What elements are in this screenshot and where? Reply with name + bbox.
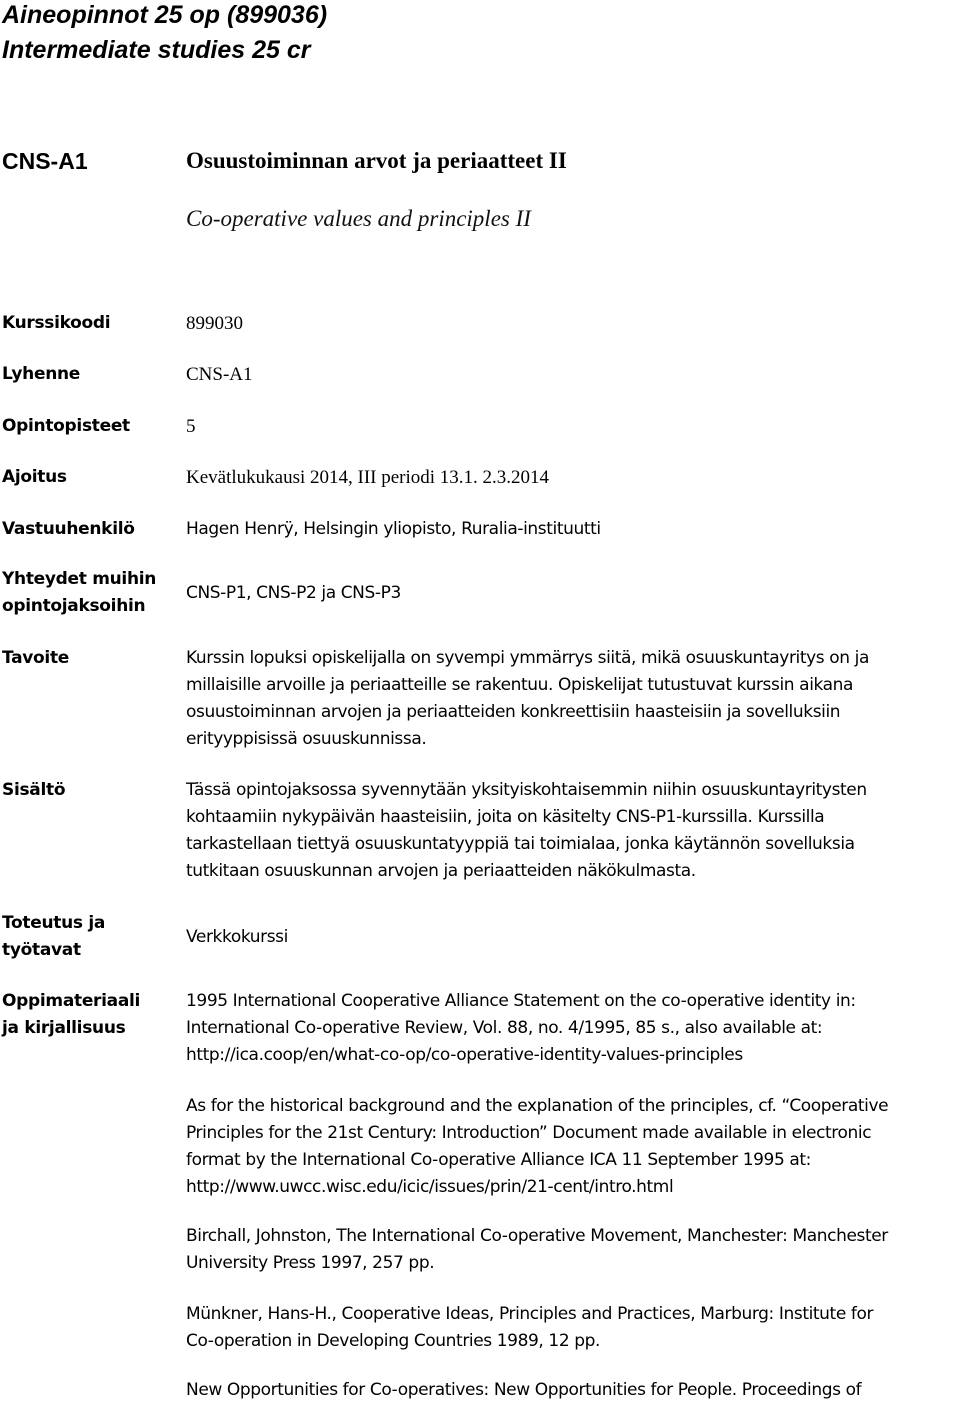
label-yhteydet <box>2 566 177 620</box>
value-toteutus: Verkkokurssi <box>186 927 288 947</box>
value-sisalto <box>186 777 958 885</box>
reference-line: New Opportunities for Co-operatives: New Opportunities for People. Proceedings of <box>186 1380 862 1400</box>
reference-ica-statement <box>186 988 958 1069</box>
label-toteutus <box>2 910 177 964</box>
tavoite-line: erityyppisissä osuuskunnissa. <box>186 729 427 749</box>
label-oppimateriaali <box>2 988 177 1042</box>
reference-line: Principles for the 21st Century: Introduction” Document made available in electronic <box>186 1123 872 1143</box>
label-oppimateriaali-line: ja kirjallisuus <box>2 1018 126 1038</box>
sisalto-line: tarkastellaan tiettyä osuuskuntatyyppiä tai toimialaa, jonka käytännön sovelluksia <box>186 834 855 854</box>
course-code: CNS-A1 <box>2 148 88 174</box>
reference-line: International Co-operative Review, Vol. 88, no. 4/1995, 85 s., also available at: <box>186 1018 823 1038</box>
tavoite-line: osuustoiminnan arvojen ja periaatteiden konkreettisiin haasteisiin ja sovelluksiin <box>186 702 841 722</box>
sisalto-line: kohtaamiin nykypäivän haasteisiin, joita on käsitelty CNS-P1-kurssilla. Kurssilla <box>186 807 825 827</box>
value-kurssikoodi: 899030 <box>186 313 243 334</box>
reference-birchall <box>186 1223 958 1277</box>
reference-new-opportunities <box>186 1377 958 1404</box>
value-opintopisteet: 5 <box>186 416 196 437</box>
course-title-en: Co-operative values and principles II <box>186 206 531 231</box>
reference-line: Birchall, Johnston, The International Co-operative Movement, Manchester: Manchester <box>186 1226 888 1246</box>
value-yhteydet: CNS-P1, CNS-P2 ja CNS-P3 <box>186 583 401 603</box>
reference-line: University Press 1997, 257 pp. <box>186 1253 435 1273</box>
label-ajoitus: Ajoitus <box>2 467 67 487</box>
reference-munkner <box>186 1301 958 1355</box>
value-lyhenne: CNS-A1 <box>186 364 253 385</box>
reference-link[interactable]: http://www.uwcc.wisc.edu/icic/issues/prin/21-cent/intro.html <box>186 1177 674 1197</box>
label-toteutus-line: Toteutus ja <box>2 913 106 933</box>
label-lyhenne: Lyhenne <box>2 364 81 384</box>
label-sisalto: Sisältö <box>2 780 66 800</box>
reference-line: 1995 International Cooperative Alliance Statement on the co-operative identity in: <box>186 991 856 1011</box>
label-opintopisteet: Opintopisteet <box>2 416 130 436</box>
program-title-fi: Aineopinnot 25 op (899036) <box>2 1 328 29</box>
tavoite-line: millaisille arvoille ja periaatteille se rakentuu. Opiskelijat tutustuvat kurssin aikana <box>186 675 854 695</box>
value-ajoitus: Kevätlukukausi 2014, III periodi 13.1. 2.3.2014 <box>186 467 550 488</box>
course-title-fi: Osuustoiminnan arvot ja periaatteet II <box>186 148 567 173</box>
program-title-en: Intermediate studies 25 cr <box>2 36 311 64</box>
label-yhteydet-line: Yhteydet muihin <box>2 569 157 589</box>
value-tavoite <box>186 645 958 753</box>
tavoite-line: Kurssin lopuksi opiskelijalla on syvempi ymmärrys siitä, mikä osuuskuntayritys on ja <box>186 648 869 668</box>
reference-line: As for the historical background and the explanation of the principles, cf. “Cooperative <box>186 1096 889 1116</box>
reference-line: Co-operation in Developing Countries 1989, 12 pp. <box>186 1331 601 1351</box>
label-kurssikoodi: Kurssikoodi <box>2 313 111 333</box>
sisalto-line: tutkitaan osuuskunnan arvojen ja periaatteiden näkökulmasta. <box>186 861 696 881</box>
reference-line: Münkner, Hans-H., Cooperative Ideas, Principles and Practices, Marburg: Institute for <box>186 1304 874 1324</box>
value-vastuuhenkilo: Hagen Henrÿ, Helsingin yliopisto, Ruralia-instituutti <box>186 519 601 539</box>
label-tavoite: Tavoite <box>2 648 70 668</box>
reference-line: format by the International Co-operative Alliance ICA 11 September 1995 at: <box>186 1150 811 1170</box>
reference-link[interactable]: http://ica.coop/en/what-co-op/co-operative-identity-values-principles <box>186 1045 743 1065</box>
sisalto-line: Tässä opintojaksossa syvennytään yksityiskohtaisemmin niihin osuuskuntayritysten <box>186 780 867 800</box>
label-vastuuhenkilo: Vastuuhenkilö <box>2 519 135 539</box>
label-oppimateriaali-line: Oppimateriaali <box>2 991 141 1011</box>
label-toteutus-line: työtavat <box>2 940 81 960</box>
reference-cooperative-principles <box>186 1093 958 1201</box>
label-yhteydet-line: opintojaksoihin <box>2 596 146 616</box>
